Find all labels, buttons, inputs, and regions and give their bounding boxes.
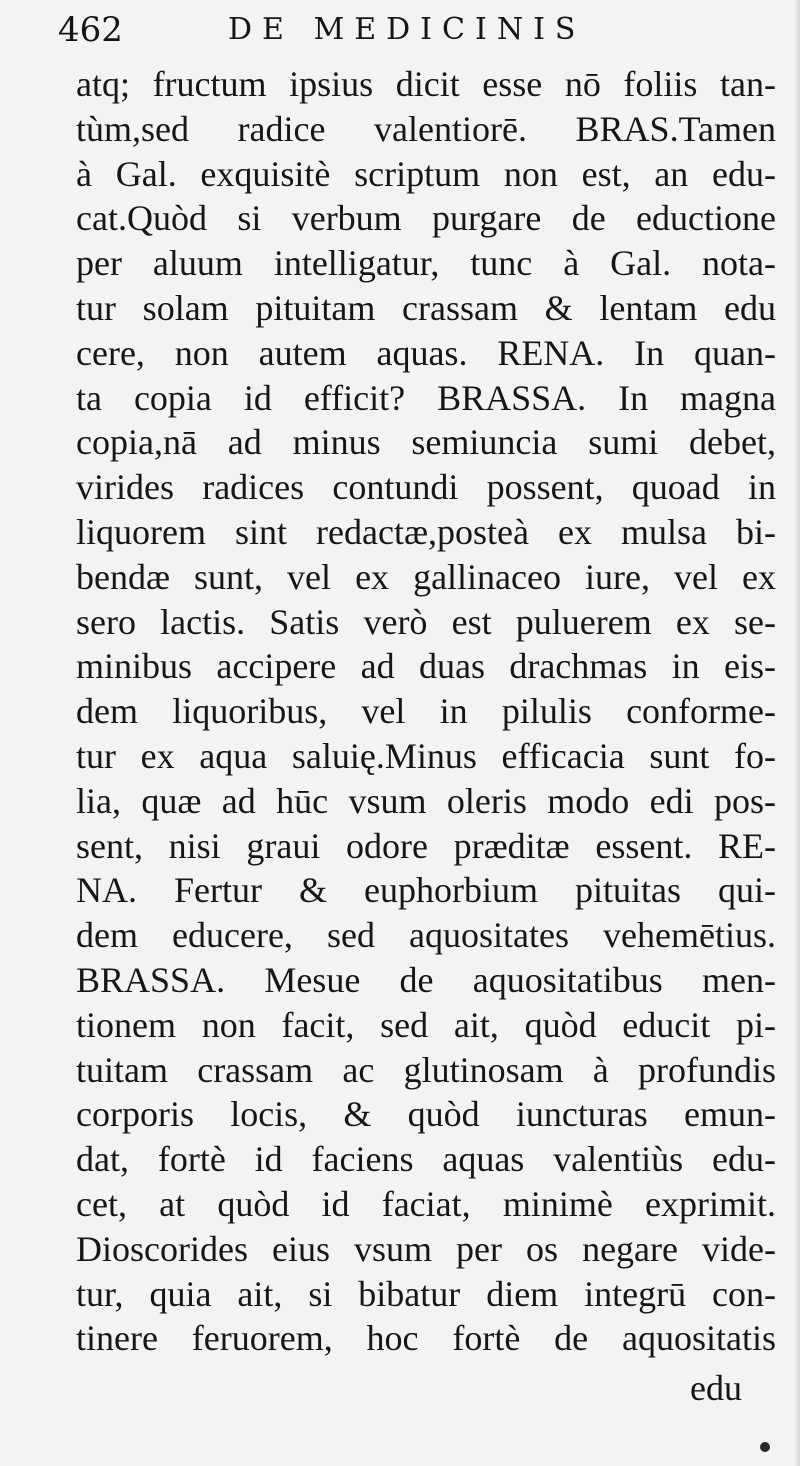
text-line: tur, quia ait, si bibatur diem integrū con-: [76, 1273, 776, 1314]
text-line: BRASSA. Mesue de aquositatibus men-: [76, 959, 776, 1000]
text-line: lia, quæ ad hūc vsum oleris modo edi pos-: [76, 780, 776, 821]
text-line: sent, nisi graui odore præditæ essent. RE-: [76, 825, 776, 866]
text-line: tùm,sed radice valentiorē. BRAS.Tamen: [76, 108, 776, 149]
page-number: 462: [58, 10, 123, 50]
text-line: liquorem sint redactæ,posteà ex mulsa bi-: [76, 511, 776, 552]
text-line: Dioscorides eius vsum per os negare vide-: [76, 1228, 776, 1269]
text-line: cere, non autem aquas. RENA. In quan-: [76, 332, 776, 373]
text-line: dem liquoribus, vel in pilulis conforme-: [76, 691, 776, 732]
text-line: minibus accipere ad duas drachmas in eis-: [76, 646, 776, 687]
text-line: per aluum intelligatur, tunc à Gal. nota-: [76, 243, 776, 284]
text-line: tuitam crassam ac glutinosam à profundis: [76, 1049, 776, 1090]
text-line: tur ex aqua saluię.Minus efficacia sunt fo-: [76, 735, 776, 776]
text-line: sero lactis. Satis verò est puluerem ex se-: [76, 601, 776, 642]
running-head: DE MEDICINIS: [228, 12, 586, 47]
text-line: dat, fortè id faciens aquas valentiùs edu-: [76, 1139, 776, 1180]
text-line: corporis locis, & quòd iuncturas emun-: [76, 1094, 776, 1135]
text-line: dem educere, sed aquositates vehemētius.: [76, 915, 776, 956]
ink-speck: [760, 1442, 770, 1452]
text-line: tur solam pituitam crassam & lentam edu: [76, 287, 776, 328]
body-text: [76, 62, 776, 1361]
text-line: tionem non facit, sed ait, quòd educit pi-: [76, 1004, 776, 1045]
text-line: copia,nā ad minus semiuncia sumi debet,: [76, 422, 776, 463]
text-line: ta copia id efficit? BRASSA. In magna: [76, 377, 776, 418]
text-line: atq; fructum ipsius dicit esse nō foliis tan-: [76, 64, 776, 104]
text-line: cat.Quòd si verbum purgare de eductione: [76, 198, 776, 239]
page-edge-shadow: [794, 0, 800, 1466]
text-line: cet, at quòd id faciat, minimè exprimit.: [76, 1183, 776, 1224]
catchword: edu: [690, 1368, 742, 1408]
text-line: bendæ sunt, vel ex gallinaceo iure, vel ex: [76, 556, 776, 597]
page-header: [58, 8, 658, 52]
text-line: tinere feruorem, hoc fortè de aquositatis: [76, 1318, 776, 1359]
text-line: NA. Fertur & euphorbium pituitas qui-: [76, 870, 776, 911]
text-line: virides radices contundi possent, quoad in: [76, 467, 776, 508]
text-line: à Gal. exquisitè scriptum non est, an edu-: [76, 153, 776, 194]
